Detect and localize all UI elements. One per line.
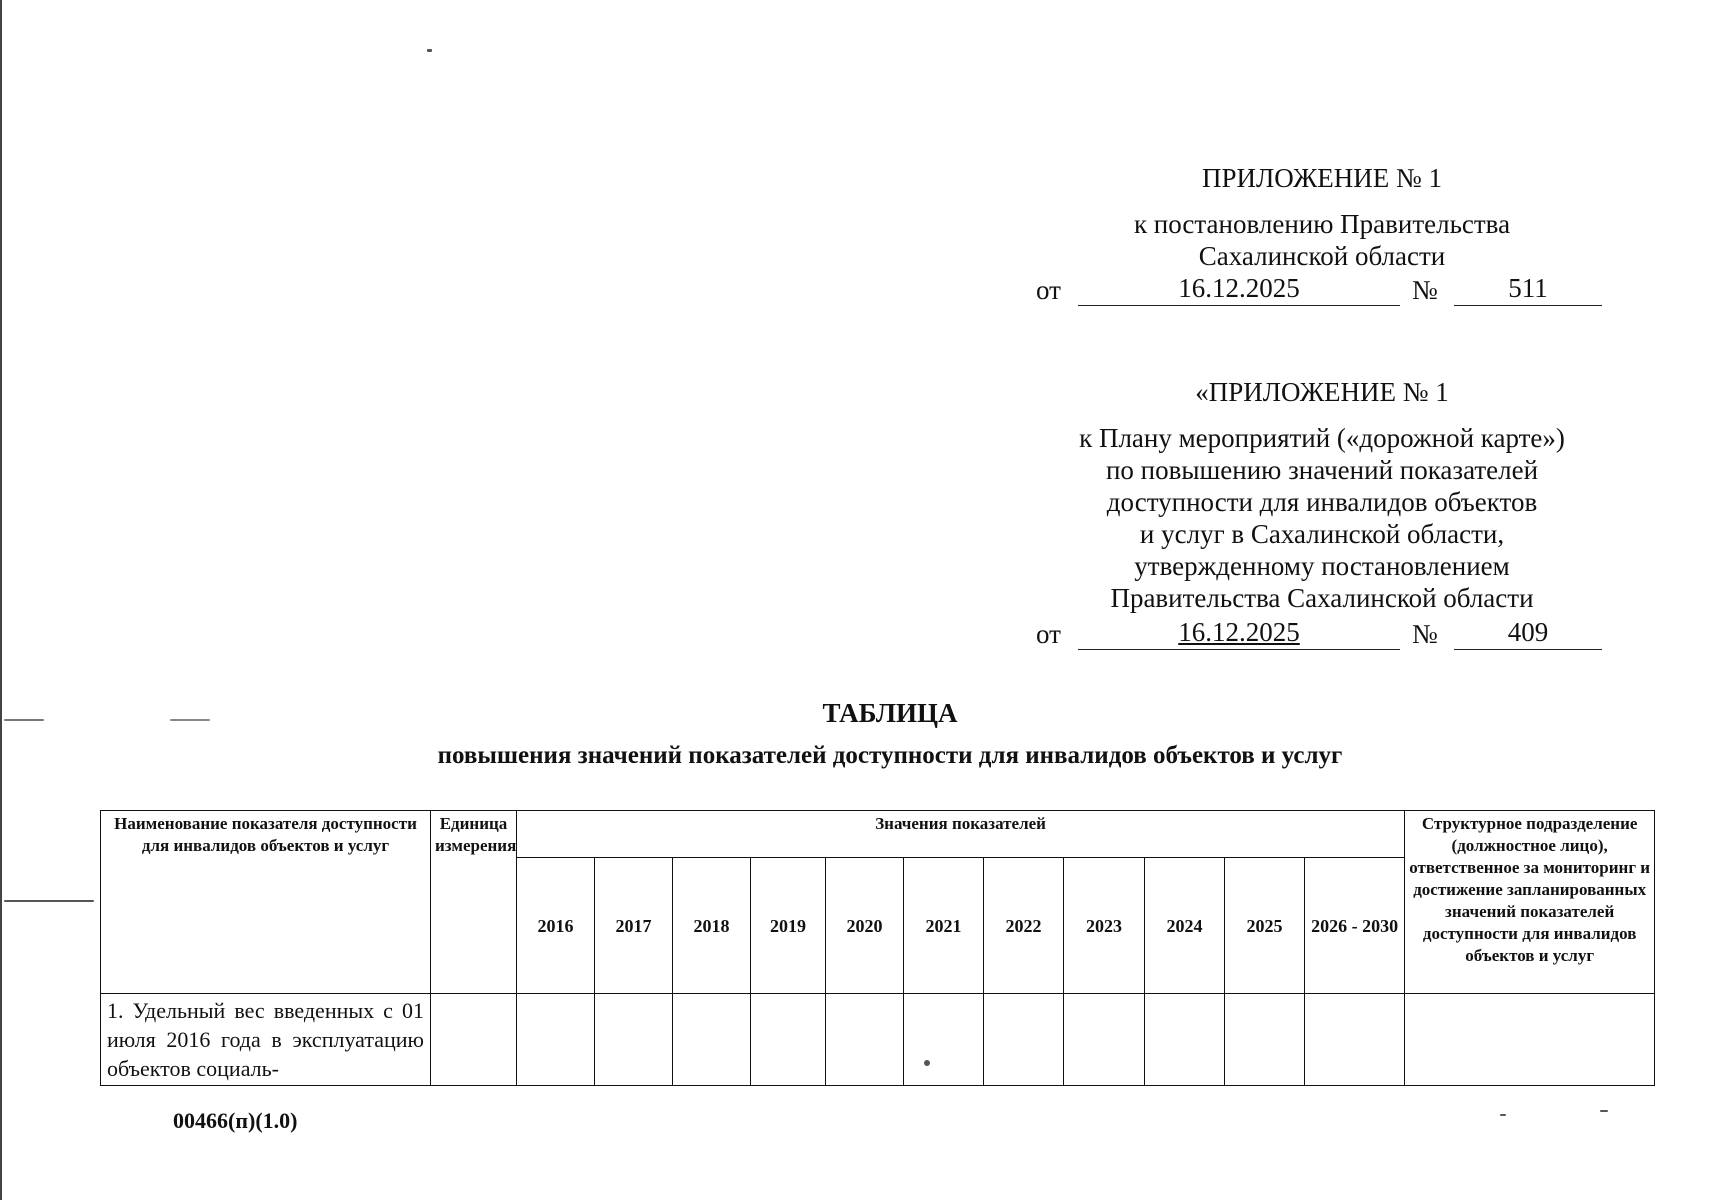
value-cell <box>1305 994 1405 1086</box>
appendix-2-line: утвержденному постановлением <box>1134 551 1510 581</box>
scan-speck <box>4 900 94 902</box>
appendix-2-signature-row <box>1036 617 1606 654</box>
table-subtitle: повышения значений показателей доступности для инвалидов объектов и услуг <box>437 742 1343 769</box>
appendix-2-line: Правительства Сахалинской области <box>1110 583 1534 613</box>
value-cell <box>1225 994 1305 1086</box>
appendix-1-line: Сахалинской области <box>1198 241 1446 271</box>
header-indicator-values: Значения показателей <box>517 811 1405 858</box>
number-sign: № <box>1412 275 1438 305</box>
number-sign: № <box>1412 619 1438 649</box>
value-cell <box>751 994 826 1086</box>
year-header: 2017 <box>595 858 673 994</box>
header-indicator-name: Наименование показателя доступности для инвалидов объектов и услуг <box>101 811 431 994</box>
scan-speck <box>1500 1114 1506 1116</box>
appendix-1-title: ПРИЛОЖЕНИЕ № 1 <box>1201 163 1443 193</box>
year-header: 2020 <box>826 858 904 994</box>
scan-speck <box>1600 1110 1608 1112</box>
plan-date <box>1078 617 1400 650</box>
appendix-2-line: к Плану мероприятий («дорожной карте») <box>1079 423 1565 453</box>
appendix-2-header <box>1036 376 1608 614</box>
value-cell <box>984 994 1064 1086</box>
value-cell <box>904 994 984 1086</box>
year-header: 2018 <box>673 858 751 994</box>
scan-speck <box>4 719 44 721</box>
indicator-name-cell: 1. Удельный вес введенных с 01 июля 2016 года в эксплуатацию объектов социаль- <box>101 994 431 1086</box>
scan-speck <box>427 49 432 52</box>
year-header: 2021 <box>904 858 984 994</box>
unit-cell <box>431 994 517 1086</box>
resolution-number: 511 <box>1454 273 1602 306</box>
table-title: ТАБЛИЦА <box>822 698 958 728</box>
table-header-row <box>101 811 1655 858</box>
year-header: 2026 - 2030 <box>1305 858 1405 994</box>
appendix-2-line: по повышению значений показателей <box>1105 455 1539 485</box>
scan-edge <box>0 0 2 1200</box>
year-header: 2025 <box>1225 858 1305 994</box>
indicators-table <box>100 810 1655 1086</box>
responsible-cell <box>1405 994 1655 1086</box>
appendix-2-title: «ПРИЛОЖЕНИЕ № 1 <box>1195 377 1449 407</box>
document-code: 00466(п)(1.0) <box>173 1108 298 1133</box>
value-cell <box>595 994 673 1086</box>
year-header: 2023 <box>1064 858 1145 994</box>
table-row <box>101 994 1655 1086</box>
appendix-2-line: доступности для инвалидов объектов <box>1106 487 1538 517</box>
year-header: 2016 <box>517 858 595 994</box>
plan-number: 409 <box>1454 617 1602 650</box>
header-unit: Единица измерения <box>431 811 517 994</box>
plan-date-text: 16.12.2025 <box>1178 617 1300 647</box>
value-cell <box>826 994 904 1086</box>
appendix-1-signature-row <box>1036 273 1606 310</box>
value-cell <box>673 994 751 1086</box>
value-cell <box>1145 994 1225 1086</box>
header-responsible-unit: Структурное подразделение (должностное лицо), ответственное за мониторинг и достижение запланированных значений показателей доступности для инвалидов объектов и услуг <box>1405 811 1655 994</box>
value-cell <box>517 994 595 1086</box>
value-cell <box>1064 994 1145 1086</box>
year-header: 2022 <box>984 858 1064 994</box>
from-label: от <box>1036 619 1061 649</box>
appendix-1-line: к постановлению Правительства <box>1133 209 1511 239</box>
year-header: 2019 <box>751 858 826 994</box>
appendix-1-header <box>1036 162 1608 272</box>
from-label: от <box>1036 275 1061 305</box>
appendix-2-line: и услуг в Сахалинской области, <box>1139 519 1505 549</box>
resolution-date: 16.12.2025 <box>1078 273 1400 306</box>
year-header: 2024 <box>1145 858 1225 994</box>
